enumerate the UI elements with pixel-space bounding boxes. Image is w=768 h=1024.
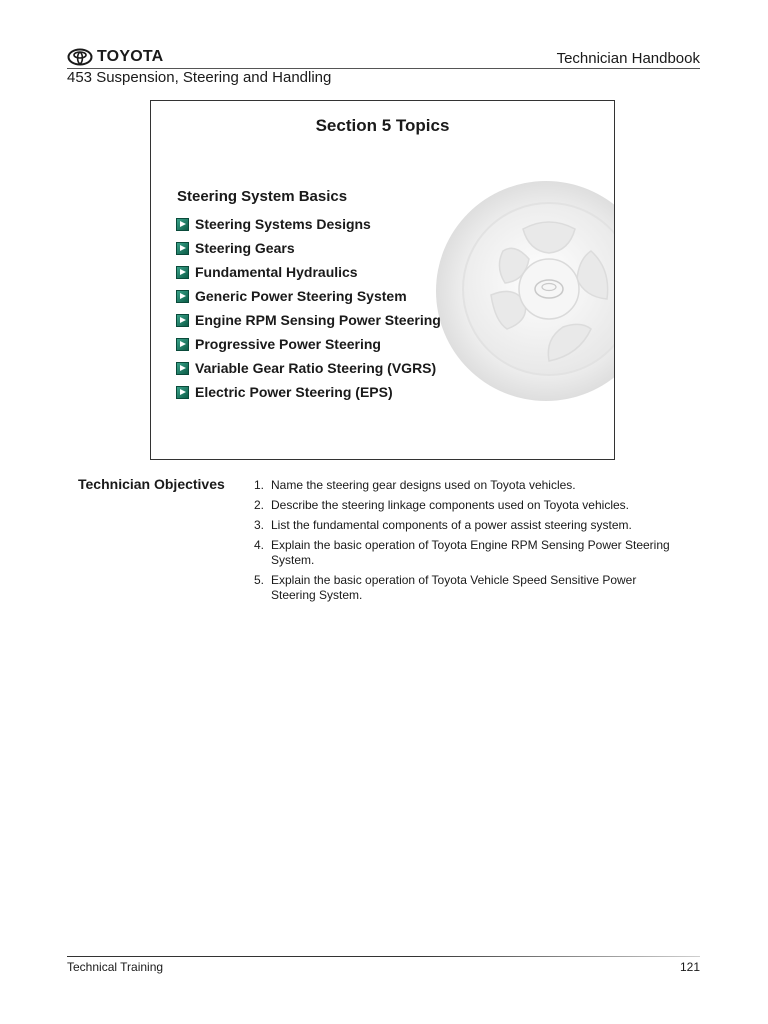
list-item xyxy=(254,498,674,513)
list-item xyxy=(176,212,441,236)
arrow-bullet-icon xyxy=(176,386,189,399)
topic-label: Engine RPM Sensing Power Steering xyxy=(195,312,441,328)
list-item xyxy=(176,356,441,380)
list-item xyxy=(176,260,441,284)
slide-frame xyxy=(150,100,615,460)
objective-number: 3. xyxy=(254,518,265,532)
objective-text: Explain the basic operation of Toyota Engine RPM Sensing Power Steering System. xyxy=(271,538,670,567)
topic-label: Steering Systems Designs xyxy=(195,216,371,232)
objective-number: 2. xyxy=(254,498,265,512)
list-item xyxy=(176,236,441,260)
toyota-emblem-icon xyxy=(67,48,93,66)
arrow-bullet-icon xyxy=(176,362,189,375)
topic-label: Progressive Power Steering xyxy=(195,336,381,352)
objectives-list xyxy=(254,478,674,608)
list-item xyxy=(176,308,441,332)
arrow-bullet-icon xyxy=(176,314,189,327)
objectives-heading: Technician Objectives xyxy=(78,476,225,492)
course-title: 453 Suspension, Steering and Handling xyxy=(67,69,332,86)
brand-name: TOYOTA xyxy=(97,48,164,65)
objective-number: 5. xyxy=(254,573,265,587)
list-item xyxy=(254,538,674,568)
list-item xyxy=(254,573,674,603)
topic-label: Variable Gear Ratio Steering (VGRS) xyxy=(195,360,437,376)
slide-heading: Steering System Basics xyxy=(177,188,348,205)
slide-title: Section 5 Topics xyxy=(315,116,450,135)
objective-number: 1. xyxy=(254,478,265,492)
topic-label: Steering Gears xyxy=(195,240,295,256)
page-number: 121 xyxy=(679,960,700,974)
footer-divider xyxy=(67,956,700,957)
arrow-bullet-icon xyxy=(176,266,189,279)
arrow-bullet-icon xyxy=(176,218,189,231)
objective-text: Describe the steering linkage components used on Toyota vehicles. xyxy=(271,498,629,512)
topic-label: Generic Power Steering System xyxy=(195,288,407,304)
objective-text: List the fundamental components of a power assist steering system. xyxy=(271,518,632,532)
list-item xyxy=(176,332,441,356)
arrow-bullet-icon xyxy=(176,242,189,255)
topic-label: Fundamental Hydraulics xyxy=(195,264,358,280)
list-item xyxy=(254,478,674,493)
objective-text: Explain the basic operation of Toyota Vehicle Speed Sensitive Power Steering System. xyxy=(271,573,637,602)
list-item xyxy=(176,284,441,308)
objective-number: 4. xyxy=(254,538,265,552)
arrow-bullet-icon xyxy=(176,290,189,303)
footer-label: Technical Training xyxy=(67,960,164,974)
objective-text: Name the steering gear designs used on Toyota vehicles. xyxy=(271,478,576,492)
handbook-title: Technician Handbook xyxy=(556,50,700,67)
topic-label: Electric Power Steering (EPS) xyxy=(195,384,393,400)
list-item xyxy=(254,518,674,533)
toyota-logo xyxy=(67,48,163,66)
arrow-bullet-icon xyxy=(176,338,189,351)
list-item xyxy=(176,380,441,404)
topic-list xyxy=(176,212,441,404)
